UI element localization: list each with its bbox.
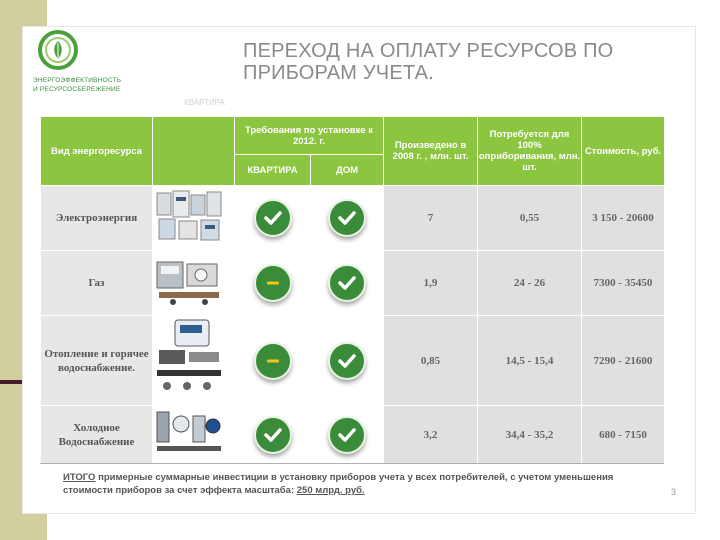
- header-cost: Стоимость, руб.: [582, 117, 665, 186]
- meters-table: [40, 116, 665, 464]
- check-icon: [328, 199, 366, 237]
- footer-amount: 250 млрд. руб.: [296, 485, 365, 496]
- apartment-cell: [235, 186, 311, 251]
- page-title: [243, 40, 663, 84]
- table-row: [41, 406, 665, 464]
- required-value: 0,55: [478, 186, 582, 251]
- logo-caption-line2: И РЕСУРСОСБЕРЕЖЕНИЕ: [33, 86, 121, 93]
- ghost-label: КВАРТИРА: [184, 98, 225, 107]
- resource-name: Газ: [41, 251, 153, 316]
- header-requirements: Требования по установке к 2012. г.: [235, 117, 384, 155]
- energy-logo-icon: [38, 30, 78, 70]
- meter-image-heating: [153, 316, 235, 406]
- table-row: [41, 186, 665, 251]
- header-row-top: [41, 117, 665, 155]
- cost-value: 7300 - 35450: [582, 251, 665, 316]
- resource-name: Холодное Водоснабжение: [41, 406, 153, 464]
- header-apartment: КВАРТИРА: [235, 155, 311, 186]
- page-title-line1: ПЕРЕХОД НА ОПЛАТУ РЕСУРСОВ ПО: [243, 40, 614, 62]
- header-house: ДОМ: [311, 155, 384, 186]
- footer-divider: [40, 463, 664, 464]
- resource-name: Отопление и горячее водоснабжение.: [41, 316, 153, 406]
- table-row: [41, 251, 665, 316]
- logo-caption: [33, 76, 121, 94]
- footer-lead: ИТОГО: [63, 472, 96, 483]
- apartment-cell: [235, 406, 311, 464]
- apartment-cell: [235, 251, 311, 316]
- house-cell: [311, 406, 384, 464]
- check-icon: [328, 416, 366, 454]
- meter-image-cold-water: [153, 406, 235, 464]
- apartment-cell: [235, 316, 311, 406]
- check-icon: [254, 199, 292, 237]
- footer-note: [63, 471, 623, 497]
- header-produced: Произведено в 2008 г. , млн. шт.: [384, 117, 478, 186]
- header-resource: Вид энергоресурса: [41, 117, 153, 186]
- logo-caption-line1: ЭНЕРГОЭФФЕКТИВНОСТЬ: [33, 77, 122, 84]
- produced-value: 1,9: [384, 251, 478, 316]
- required-value: 24 - 26: [478, 251, 582, 316]
- cost-value: 7290 - 21600: [582, 316, 665, 406]
- house-cell: [311, 316, 384, 406]
- produced-value: 3,2: [384, 406, 478, 464]
- header-required: Потребуется для 100% оприборивания, млн. шт.: [478, 117, 582, 186]
- produced-value: 7: [384, 186, 478, 251]
- page-number: 3: [671, 487, 677, 497]
- resource-name: Электроэнергия: [41, 186, 153, 251]
- page-title-line2: ПРИБОРАМ УЧЕТА.: [243, 62, 434, 84]
- required-value: 14,5 - 15,4: [478, 316, 582, 406]
- dash-icon: [254, 342, 292, 380]
- required-value: 34,4 - 35,2: [478, 406, 582, 464]
- header-image: [153, 117, 235, 186]
- meter-image-electricity: [153, 186, 235, 251]
- meter-image-gas: [153, 251, 235, 316]
- table-row: [41, 316, 665, 406]
- house-cell: [311, 251, 384, 316]
- check-icon: [328, 264, 366, 302]
- produced-value: 0,85: [384, 316, 478, 406]
- check-icon: [328, 342, 366, 380]
- cost-value: 680 - 7150: [582, 406, 665, 464]
- check-icon: [254, 416, 292, 454]
- dash-icon: [254, 264, 292, 302]
- house-cell: [311, 186, 384, 251]
- footer-text: примерные суммарные инвестиции в установку приборов учета у всех потребителей, с учетом уменьшения стоимости приборов за счет эффекта масштаба:: [63, 472, 614, 496]
- cost-value: 3 150 - 20600: [582, 186, 665, 251]
